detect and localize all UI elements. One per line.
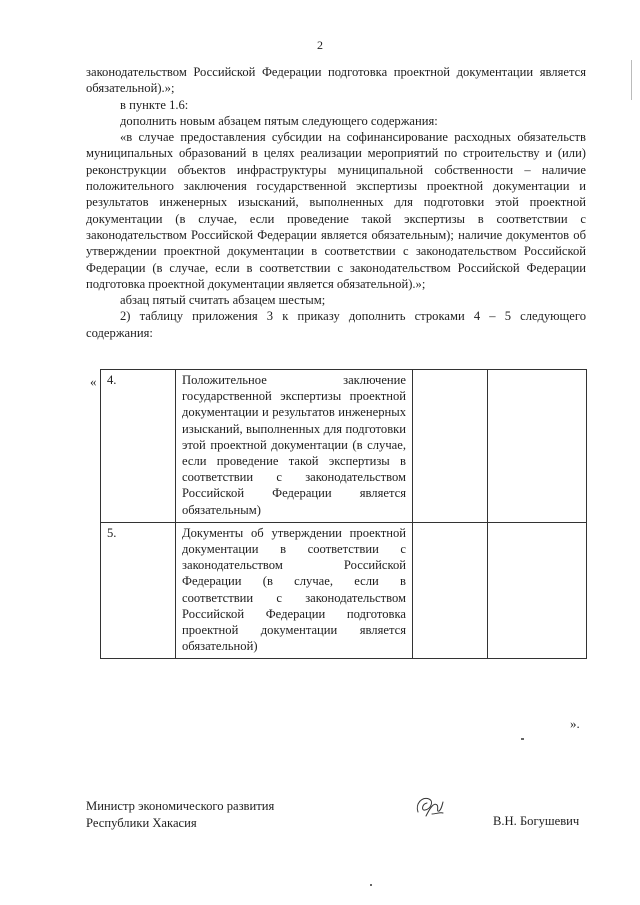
paragraph: дополнить новым абзацем пятым следующего содержания: [120,113,438,128]
paragraph: «в случае предоставления субсидии на софинансирование расходных обязательств муниципальных образований в целях реализации мероприятий по строительству и (или) реконструкции объектов инфраструктуры муниципальной собственности – наличие положительного заключения государственной экспертизы проектной документации и результатов инженерных изысканий, выполненных для подготовки этой проектной документации (в случае, если проведение такой экспертизы в соответствии с законодательством Российской Федерации является обязательным); наличие документов об утверждении проектной документации в соответствии с законодательством Российской Федерации (в случае, если в соответствии с законодательством Российской Федерации подготовка проектной документации является обязательной).»; [86,130,586,291]
scan-artifact [370,884,372,886]
scan-artifact [521,738,524,740]
table-row [101,370,587,523]
row-description: Документы об утверждении проектной документации в соответствии с законодательством Российской Федерации (в случае, если в соответствии с законодательством Российской Федерации подготовка проектной документации является обязательной) [176,522,413,659]
signatory-name: В.Н. Богушевич [493,814,580,828]
empty-cell [488,370,587,523]
paragraph: абзац пятый считать абзацем шестым; [120,293,326,308]
row-description: Положительное заключение государственной экспертизы проектной документации и результатов инженерных изысканий, выполненных для подготовки этой проектной документации (в случае, если проведение такой экспертизы в соответствии с законодательством Российской Федерации является обязательным) [176,370,413,523]
row-number: 4. [101,370,176,523]
paragraph: в пункте 1.6: [120,97,189,112]
empty-cell [488,522,587,659]
handwritten-signature-icon [412,790,446,824]
document-body [86,64,586,341]
empty-cell [413,370,488,523]
scan-artifact [631,60,632,100]
table-row [101,522,587,659]
empty-cell [413,522,488,659]
table-close-quote: ». [570,716,580,731]
paragraph: законодательством Российской Федерации подготовка проектной документации является обязательной).»; [86,65,586,96]
signatory-position [86,798,274,832]
row-number: 5. [101,522,176,659]
page-number: 2 [317,38,323,52]
position-line: Министр экономического развития [86,799,275,813]
paragraph: 2) таблицу приложения 3 к приказу дополнить строками 4 – 5 следующего содержания: [86,309,586,340]
position-line: Республики Хакасия [86,816,197,830]
amendment-table [100,369,587,659]
table-open-quote: « [90,374,97,389]
